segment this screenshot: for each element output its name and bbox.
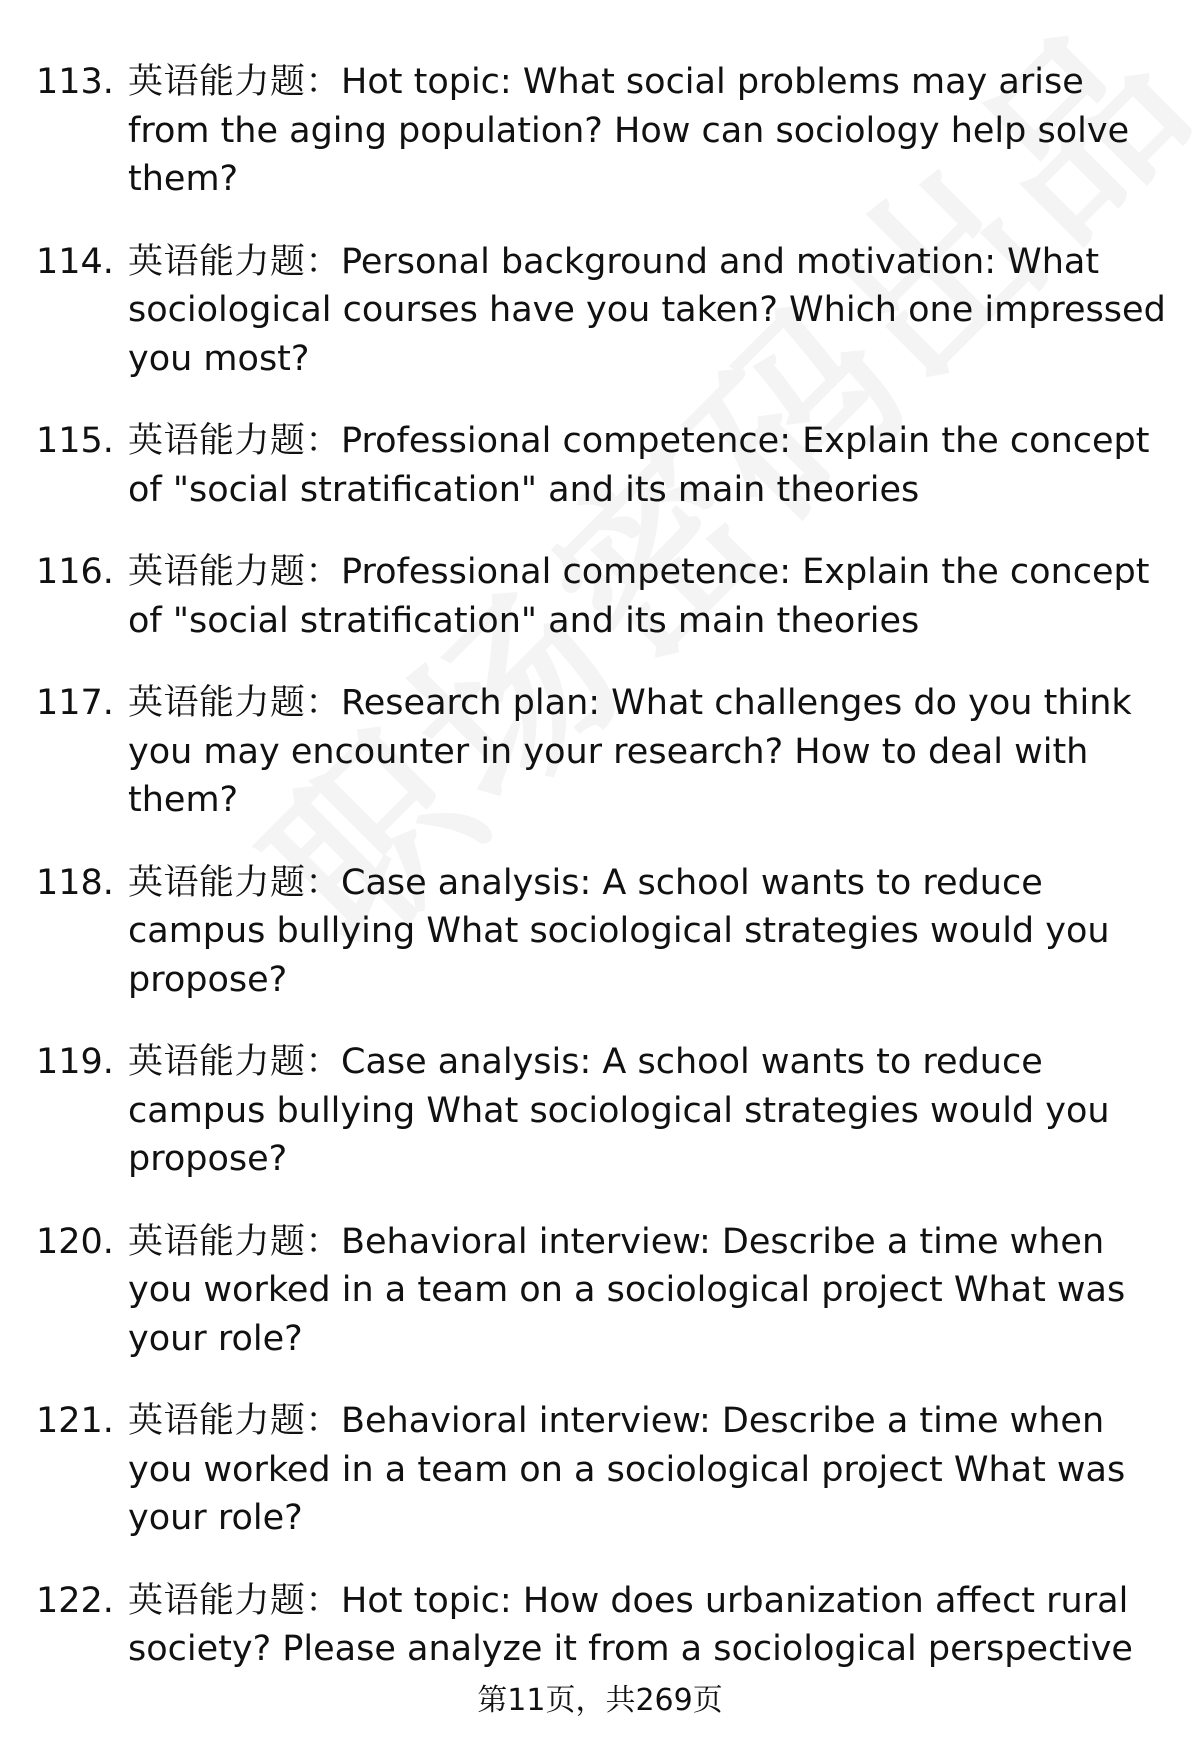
question-number: 119. (36, 1042, 114, 1082)
question-text: Personal background and motivation: What sociological courses have you taken? Which one impressed you most? (128, 241, 1166, 379)
question-number: 114. (36, 241, 114, 282)
question-text: Hot topic: How does urbanization affect rural society? Please analyze it from a sociological perspective (128, 1580, 1133, 1669)
page-number-footer: 第11页，共269页 (477, 1683, 723, 1718)
question-category: 英语能力题： (128, 62, 342, 102)
question-category: 英语能力题： (128, 683, 342, 723)
question-item (36, 417, 1166, 514)
question-item (36, 679, 1166, 825)
question-category: 英语能力题： (128, 1221, 342, 1262)
question-text: Hot topic: What social problems may arise from the aging population? How can sociology help solve them? (128, 62, 1130, 199)
question-number: 118. (36, 862, 114, 903)
question-category: 英语能力题： (128, 241, 342, 282)
question-item (36, 238, 1166, 384)
question-text: Professional competence: Explain the concept of "social stratification" and its main theories (128, 421, 1150, 510)
question-number: 113. (36, 62, 114, 102)
question-item (36, 1577, 1166, 1674)
question-number: 120. (36, 1221, 114, 1262)
question-item (36, 1038, 1166, 1184)
question-item (36, 1397, 1166, 1543)
question-list (36, 58, 1166, 1708)
question-category: 英语能力题： (128, 1401, 342, 1441)
question-category: 英语能力题： (128, 1580, 342, 1621)
question-number: 116. (36, 552, 114, 592)
question-category: 英语能力题： (128, 862, 342, 903)
question-text: Case analysis: A school wants to reduce campus bullying What sociological strategies would you propose? (128, 862, 1110, 1000)
question-category: 英语能力题： (128, 552, 342, 592)
question-text: Professional competence: Explain the concept of "social stratification" and its main theories (128, 552, 1150, 641)
question-text: Case analysis: A school wants to reduce campus bullying What sociological strategies would you propose? (128, 1042, 1110, 1179)
question-category: 英语能力题： (128, 421, 342, 461)
question-category: 英语能力题： (128, 1042, 342, 1082)
question-text: Behavioral interview: Describe a time when you worked in a team on a sociological project What was your role? (128, 1221, 1126, 1359)
question-item (36, 859, 1166, 1005)
question-number: 122. (36, 1580, 114, 1621)
question-item (36, 1218, 1166, 1364)
question-text: Behavioral interview: Describe a time when you worked in a team on a sociological project What was your role? (128, 1401, 1126, 1538)
question-item (36, 548, 1166, 645)
question-item (36, 58, 1166, 204)
question-number: 121. (36, 1401, 114, 1441)
question-number: 115. (36, 421, 114, 461)
question-number: 117. (36, 683, 114, 723)
question-text: Research plan: What challenges do you think you may encounter in your research? How to deal with them? (128, 683, 1132, 820)
